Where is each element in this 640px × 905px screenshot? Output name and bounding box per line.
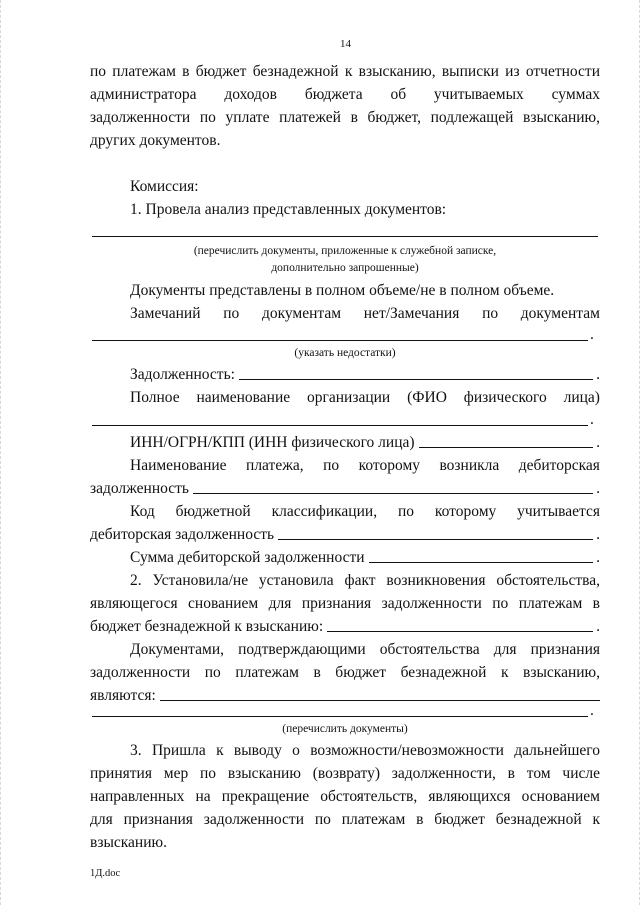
period: . bbox=[590, 411, 594, 428]
period: . bbox=[596, 480, 600, 497]
docs-caption: (перечислить документы) bbox=[282, 723, 408, 735]
period: . bbox=[596, 526, 600, 543]
kbk-cont-row bbox=[90, 526, 600, 544]
intro-line-4: других документов. bbox=[90, 132, 221, 149]
word: возникла bbox=[439, 457, 500, 474]
word: по bbox=[323, 457, 340, 474]
word: доходов bbox=[224, 86, 277, 103]
item3-line-4: для признания задолженности по платежам в бюджет безнадежной к bbox=[90, 811, 600, 828]
word: Наименование bbox=[130, 457, 227, 474]
supporting-docs-field-line-2 bbox=[92, 716, 588, 717]
word: которому bbox=[358, 457, 420, 474]
docs-line-3 bbox=[90, 687, 600, 705]
remarks-line bbox=[130, 305, 600, 323]
documents-caption-2: дополнительно запрошенные) bbox=[271, 262, 419, 274]
item2-line-1: 2. Установила/не установила факт возникновения обстоятельства, bbox=[130, 572, 600, 589]
sum-label: Сумма дебиторской задолженности bbox=[130, 549, 365, 566]
word: по bbox=[397, 503, 414, 520]
payment-field[interactable] bbox=[193, 493, 593, 494]
period: . bbox=[596, 549, 600, 566]
item2-line-3-text: бюджет безнадежной к взысканию: bbox=[90, 618, 324, 635]
debt-label: Задолженность: bbox=[130, 366, 235, 383]
word: (ФИО bbox=[407, 389, 447, 406]
docs-line-2: задолженности по платежам в бюджет безнадежной к взысканию, bbox=[90, 664, 600, 681]
word: которому bbox=[434, 503, 497, 520]
item2-line-3 bbox=[90, 618, 600, 636]
period: . bbox=[596, 618, 600, 635]
word: Полное bbox=[130, 389, 180, 406]
word: нет/Замечания bbox=[363, 305, 460, 322]
item3-line-5: взысканию. bbox=[90, 834, 167, 851]
inn-label: ИНН/ОГРН/КПП (ИНН физического лица) bbox=[130, 434, 415, 451]
payment-cont-label: задолженность bbox=[90, 480, 190, 497]
debt-row bbox=[130, 366, 600, 384]
word: бюджетной bbox=[175, 503, 251, 520]
word: учитываемых bbox=[433, 86, 524, 103]
org-name-line bbox=[130, 389, 600, 407]
period: . bbox=[596, 434, 600, 451]
footer-filename: 1Д.doc bbox=[90, 868, 121, 879]
word: физического bbox=[463, 389, 547, 406]
debt-field[interactable] bbox=[239, 379, 593, 380]
supporting-docs-field[interactable] bbox=[160, 700, 600, 701]
documents-field-line bbox=[92, 236, 598, 237]
item1-heading: 1. Провела анализ представленных документов: bbox=[130, 201, 447, 218]
intro-line-3: задолженности по уплате платежей в бюджет, подлежащей взысканию, bbox=[90, 109, 600, 126]
intro-line-1: по платежам в бюджет безнадежной к взысканию, выписки из отчетности bbox=[90, 63, 600, 80]
item3-line-1: 3. Пришла к выводу о возможности/невозможности дальнейшего bbox=[130, 742, 600, 759]
sum-field[interactable] bbox=[369, 562, 594, 563]
remarks-field-line bbox=[92, 340, 588, 341]
word: Замечаний bbox=[130, 305, 201, 322]
item2-line-2: являющегося снованием для признания задолженности по платежам в bbox=[90, 595, 600, 612]
word: бюджета bbox=[304, 86, 363, 103]
word: суммах bbox=[551, 86, 600, 103]
commission-label: Комиссия: bbox=[130, 178, 199, 195]
payment-name-line bbox=[130, 457, 600, 475]
word: документам bbox=[520, 305, 600, 322]
period: . bbox=[596, 366, 600, 383]
kbk-field[interactable] bbox=[278, 539, 593, 540]
docs-presented-text: Документы представлены в полном объеме/не в полном объеме. bbox=[130, 282, 555, 299]
word: по bbox=[482, 305, 499, 322]
docs-line-1: Документами, подтверждающими обстоятельства для признания bbox=[130, 641, 600, 658]
period: . bbox=[590, 326, 594, 343]
org-name-field-line bbox=[92, 425, 588, 426]
kbk-line bbox=[130, 503, 600, 521]
intro-line-2 bbox=[90, 86, 600, 104]
docs-line-3-text: являются: bbox=[90, 687, 156, 704]
word: дебиторская bbox=[518, 457, 600, 474]
period: . bbox=[590, 702, 594, 719]
sum-row bbox=[130, 549, 600, 567]
remarks-caption: (указать недостатки) bbox=[294, 347, 396, 359]
word: Код bbox=[130, 503, 155, 520]
circumstance-field[interactable] bbox=[327, 631, 593, 632]
kbk-cont-label: дебиторская задолженность bbox=[90, 526, 275, 543]
inn-field[interactable] bbox=[419, 447, 594, 448]
word: наименование bbox=[196, 389, 291, 406]
item3-line-3: направленных на прекращение обстоятельств, являющихся основанием bbox=[90, 788, 600, 805]
word: учитывается bbox=[517, 503, 600, 520]
word: администратора bbox=[90, 86, 197, 103]
right-page-edge bbox=[636, 0, 640, 905]
word: лица) bbox=[563, 389, 600, 406]
inn-row bbox=[130, 434, 600, 452]
word: документам bbox=[261, 305, 342, 322]
word: по bbox=[223, 305, 240, 322]
word: организации bbox=[307, 389, 391, 406]
page-number: 14 bbox=[340, 38, 351, 50]
item3-line-2: принятия мер по взысканию (возврату) задолженности, в том числе bbox=[90, 765, 600, 782]
documents-caption-1: (перечислить документы, приложенные к служебной записке, bbox=[193, 245, 497, 257]
left-page-edge bbox=[0, 0, 4, 905]
payment-cont-row bbox=[90, 480, 600, 498]
word: платежа, bbox=[246, 457, 304, 474]
word: об bbox=[390, 86, 407, 103]
word: классификации, bbox=[271, 503, 378, 520]
